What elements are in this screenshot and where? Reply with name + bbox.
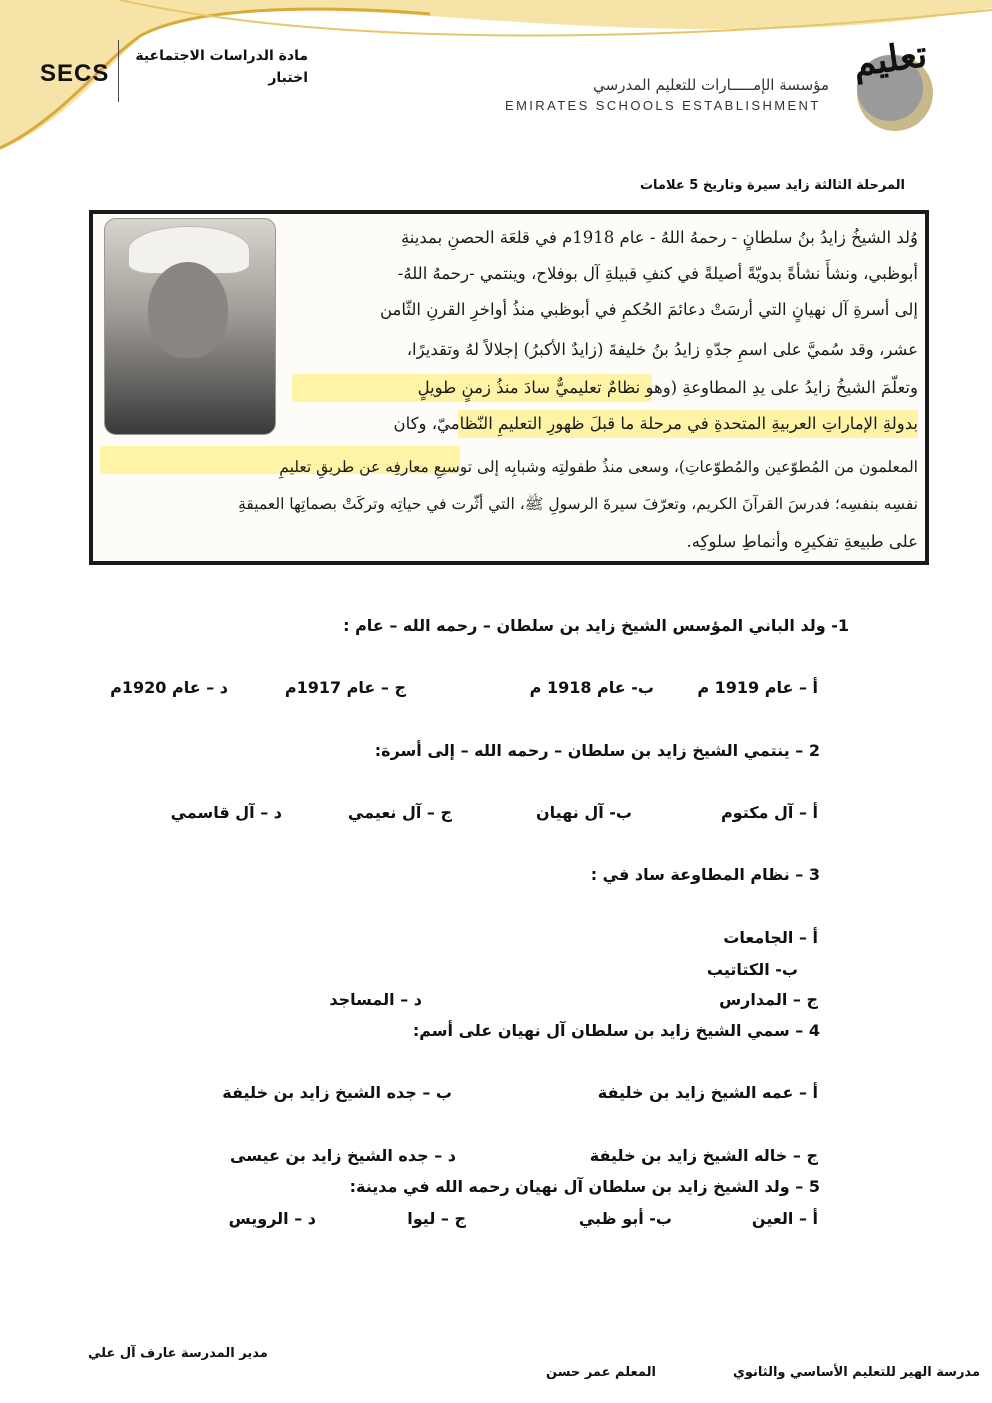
q5-option-c[interactable]: ج – ليوا bbox=[407, 1209, 466, 1228]
q3-option-c[interactable]: ج – المدارس bbox=[719, 990, 818, 1009]
q1-option-d[interactable]: د – عام 1920م bbox=[110, 678, 228, 697]
header-divider bbox=[118, 40, 119, 102]
passage-line: وتعلّمَ الشيخُ زايدُ على يدِ المطاوعةِ (وهو نظامٌ تعليميٌّ سادَ منذُ زمنٍ طويلٍ bbox=[417, 378, 918, 397]
q3-option-a[interactable]: أ – الجامعات bbox=[723, 928, 818, 947]
question-2: 2 – ينتمي الشيخ زايد بن سلطان – رحمه الله – إلى أسرة: bbox=[374, 741, 820, 760]
q4-option-a[interactable]: أ – عمه الشيخ زايد بن خليفة bbox=[597, 1083, 818, 1102]
q1-option-c[interactable]: ج – عام 1917م bbox=[284, 678, 406, 697]
footer-school: مدرسة الهير للتعليم الأساسي والثانوي bbox=[732, 1365, 980, 1380]
q5-option-a[interactable]: أ – العين bbox=[751, 1209, 818, 1228]
establishment-name-ar: مؤسسة الإمـــــارات للتعليم المدرسي bbox=[593, 76, 829, 94]
passage-line: المعلمون من المُطوّعين والمُطوّعاتِ)، وسعى منذُ طفولتِه وشبابِه إلى توسيعِ معارفِه عن طريقِ تعليمِ bbox=[279, 458, 918, 476]
question-3: 3 – نظام المطاوعة ساد في : bbox=[590, 865, 820, 884]
q1-option-b[interactable]: ب- عام 1918 م bbox=[529, 678, 654, 697]
footer-teacher: المعلم عمر حسن bbox=[546, 1365, 656, 1380]
logo-wordmark: تعليم bbox=[850, 33, 930, 85]
passage-line: على طبيعةِ تفكيرِه وأنماطِ سلوكِه. bbox=[686, 532, 918, 551]
q4-option-c[interactable]: ج – خاله الشيخ زايد بن خليفة bbox=[589, 1146, 818, 1165]
portrait-face bbox=[148, 262, 228, 358]
q4-option-d[interactable]: د – جده الشيخ زايد بن عيسى bbox=[230, 1146, 456, 1165]
passage-line: إلى أسرةِ آل نهيانٍ التي أرسَتْ دعائمَ الحُكمِ في أبوظبي منذُ أواخرِ القرنِ الثّامن bbox=[380, 300, 918, 319]
exam-label: اختبار bbox=[268, 70, 308, 86]
question-5: 5 – ولد الشيخ زايد بن سلطان آل نهيان رحمه الله في مدينة: bbox=[349, 1177, 820, 1196]
q2-option-d[interactable]: د – آل قاسمي bbox=[170, 803, 282, 822]
section-title: المرحلة الثالثة زايد سيرة وتاريخ 5 علامات bbox=[639, 178, 905, 193]
question-1: 1- ولد الباني المؤسس الشيخ زايد بن سلطان – رحمه الله – عام : bbox=[343, 616, 849, 635]
subject-title: مادة الدراسات الاجتماعية bbox=[135, 48, 308, 64]
footer-principal: مدير المدرسة عارف آل علي bbox=[88, 1346, 268, 1361]
q4-option-b[interactable]: ب – جده الشيخ زايد بن خليفة bbox=[222, 1083, 452, 1102]
q3-option-d[interactable]: د – المساجد bbox=[329, 990, 422, 1009]
q5-option-d[interactable]: د – الرويس bbox=[228, 1209, 316, 1228]
q3-option-b[interactable]: ب- الكتاتيب bbox=[706, 960, 798, 979]
passage-line: عشر، وقد سُميَّ على اسمِ جدّهِ زايدُ بنُ خليفةَ (زايدٌ الأكبرُ) إجلالاً لهُ وتقديرًا، bbox=[406, 340, 918, 359]
passage-line: بدولةِ الإماراتِ العربيةِ المتحدةِ في مرحلة ما قبلَ ظهورِ التعليمِ النّظاميّ، وكان bbox=[393, 414, 918, 433]
brand-secs: SECS bbox=[40, 60, 110, 87]
q2-option-a[interactable]: أ – آل مكتوم bbox=[720, 803, 818, 822]
q5-option-b[interactable]: ب- أبو ظبي bbox=[578, 1209, 672, 1228]
passage-line: وُلد الشيخُ زايدُ بنُ سلطانٍ - رحمهُ اللهُ - عام 1918م في قلعَة الحصنِ بمدينةِ bbox=[400, 228, 918, 247]
establishment-name-en: EMIRATES SCHOOLS ESTABLISHMENT bbox=[505, 98, 821, 113]
question-4: 4 – سمي الشيخ زايد بن سلطان آل نهيان على أسم: bbox=[412, 1021, 820, 1040]
passage-line: أبوظبي، ونشأَ نشأةً بدويّةً أصيلةً في كنفِ قبيلةِ آل بوفلاح، وينتمي -رحمهُ اللهُ- bbox=[397, 264, 918, 283]
passage-line: نفسِه بنفسِه؛ فدرسَ القرآنَ الكريم، وتعرّفَ سيرةَ الرسولِ ﷺ، التي أثّرت في حياتِه وتركَتْ بصماتِها العميقةِ bbox=[238, 495, 918, 513]
q1-option-a[interactable]: أ – عام 1919 م bbox=[697, 678, 818, 697]
q2-option-c[interactable]: ج – آل نعيمي bbox=[347, 803, 452, 822]
q2-option-b[interactable]: ب- آل نهيان bbox=[536, 803, 632, 822]
